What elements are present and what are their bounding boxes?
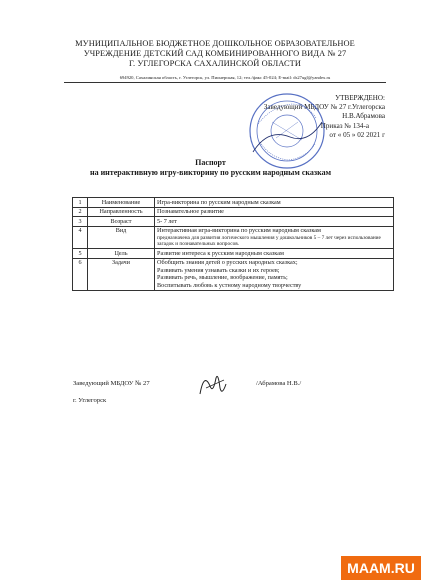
row-value <box>155 226 394 248</box>
approval-position: Заведующий МБДОУ № 27 г.Углегорска <box>263 103 385 111</box>
row-value: Развитие интереса к русским народным сказкам <box>155 249 394 259</box>
task-item: Воспитывать любовь к устному народному творчеству <box>157 281 302 289</box>
row-number: 4 <box>73 226 88 248</box>
task-item: Обобщить знания детей о русских народных сказках; <box>157 259 298 267</box>
row-value: 5- 7 лет <box>155 217 394 227</box>
handwritten-signature <box>196 368 230 402</box>
row-label: Направленность <box>88 207 155 217</box>
watermark-logo: MAAM.RU <box>341 556 421 580</box>
row-value-detail: предназначена для развития логического мышления у дошкольников 5 – 7 лет через использование загадок и познавательных вопросов. <box>157 234 381 248</box>
table-row <box>73 198 394 208</box>
row-value: Игра-викторина по русским народным сказкам <box>155 198 394 208</box>
row-number: 1 <box>73 198 88 208</box>
row-value <box>155 258 394 290</box>
row-number: 2 <box>73 207 88 217</box>
task-item: Развивать речь, мышление, воображение, память; <box>157 274 288 282</box>
table-row <box>73 207 394 217</box>
org-name-line-1: МУНИЦИПАЛЬНОЕ БЮДЖЕТНОЕ ДОШКОЛЬНОЕ ОБРАЗОВАТЕЛЬНОЕ <box>75 39 355 48</box>
document-title: Паспорт <box>195 158 226 167</box>
approval-name: Н.В.Абрамова <box>342 112 385 120</box>
footer-head-position: Заведующий МБДОУ № 27 <box>73 380 150 387</box>
approval-heading: УТВЕРЖДЕНО: <box>335 94 385 102</box>
row-label: Задачи <box>88 258 155 290</box>
row-label: Вид <box>88 226 155 248</box>
footer-city: г. Углегорск <box>73 397 107 404</box>
org-name-line-3: Г. УГЛЕГОРСКА САХАЛИНСКОЙ ОБЛАСТИ <box>128 59 302 68</box>
approval-order: Приказ № 134-а <box>320 122 369 130</box>
table-row <box>73 226 394 248</box>
org-name-line-2: УЧРЕЖДЕНИЕ ДЕТСКИЙ САД КОМБИНИРОВАННОГО ВИДА № 27 <box>83 49 347 58</box>
passport-table <box>72 197 394 291</box>
table-row <box>73 249 394 259</box>
document-subtitle: на интерактивную игру-викторину по русским народным сказкам <box>89 168 332 177</box>
org-address: 694920, Сахалинская область, г. Углегорск, ул. Пионерская, 12; тел./факс 45-024; E-mail: ds27ugl@yandex.ru <box>64 75 386 83</box>
row-number: 3 <box>73 217 88 227</box>
task-item: Развивать умения узнавать сказки и их героев; <box>157 266 280 274</box>
row-number: 5 <box>73 249 88 259</box>
row-value-main: Интерактивная игра-викторина по русским народным сказкам <box>157 227 321 235</box>
row-label: Наименование <box>88 198 155 208</box>
row-value: Познавательное развитие <box>155 207 394 217</box>
table-row <box>73 258 394 290</box>
table-row <box>73 217 394 227</box>
row-number: 6 <box>73 258 88 290</box>
row-label: Цель <box>88 249 155 259</box>
row-label: Возраст <box>88 217 155 227</box>
approval-date: от « 05 » 02 2021 г <box>329 131 385 139</box>
footer-signer-name: /Абрамова Н.В./ <box>256 380 302 387</box>
